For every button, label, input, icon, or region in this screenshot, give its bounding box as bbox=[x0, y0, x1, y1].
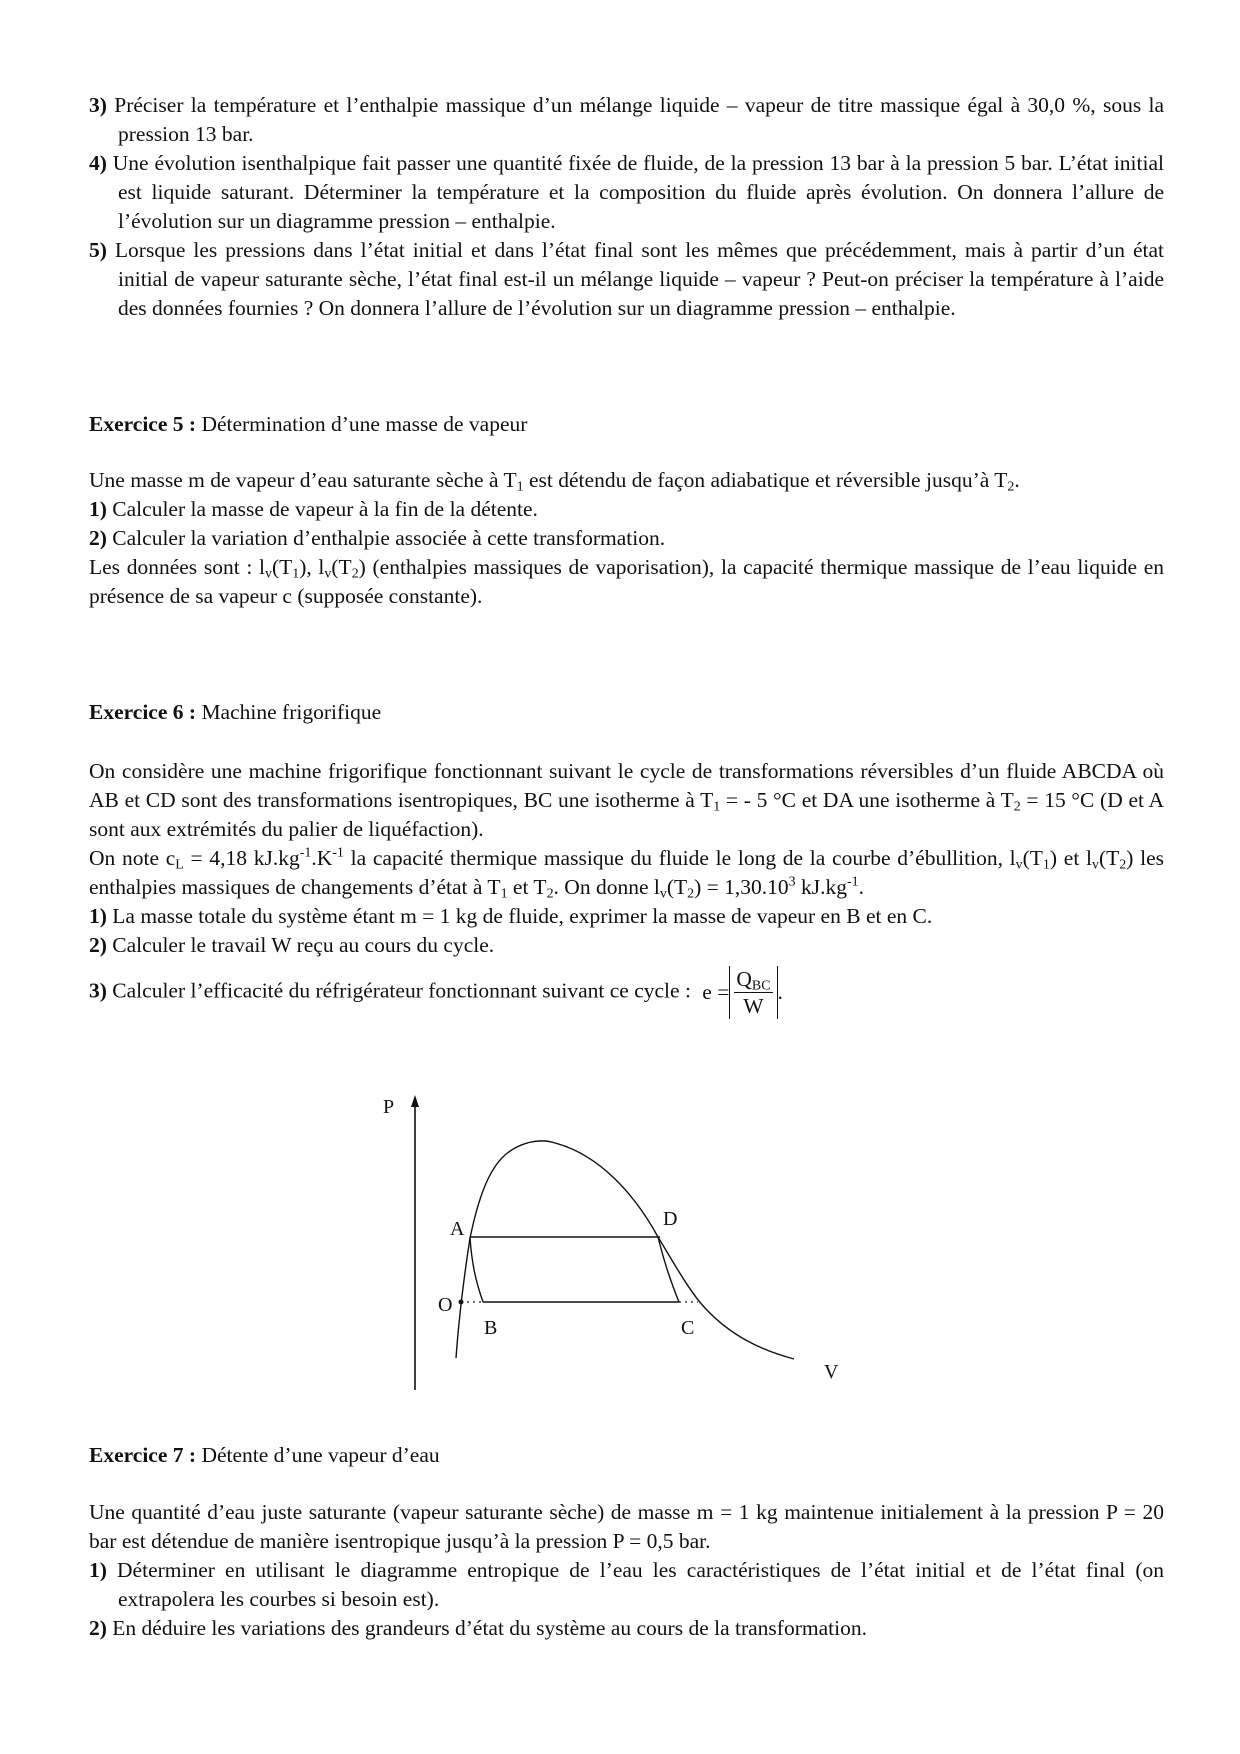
paragraph bbox=[89, 844, 1164, 902]
numerator-symbol: Q bbox=[736, 967, 752, 991]
subscript: L bbox=[175, 857, 184, 873]
text-run: (T bbox=[331, 555, 352, 579]
subscript: 1 bbox=[500, 886, 508, 902]
text-run: et T bbox=[507, 875, 547, 899]
point-O-marker bbox=[459, 1300, 464, 1305]
text-run: Déterminer en utilisant le diagramme entropique de l’eau les caractéristiques de l’état initial et de l’état final (on extrapolera les courbes si besoin est). bbox=[106, 1558, 1164, 1611]
text-run: (T bbox=[666, 875, 688, 899]
subscript: 1 bbox=[516, 479, 524, 495]
subscript: v bbox=[1091, 857, 1099, 873]
question-number: 2) bbox=[89, 933, 107, 957]
superscript: 3 bbox=[788, 874, 796, 890]
subscript: 2 bbox=[687, 886, 695, 902]
text-run: ) les enthalpies massiques de changements d’état à T bbox=[89, 846, 1165, 899]
text-run: Lorsque les pressions dans l’état initial et dans l’état final sont les mêmes que précédemment, mais à partir d’un état initial de vapeur saturante sèche, l’état final est-il un mélange liquide – vapeur ? Peut-on préciser la température à l’aide des données fournies ? On donnera l’allure de l’évolution sur un diagramme pression – enthalpie. bbox=[114, 238, 1165, 320]
pv-diagram bbox=[300, 1060, 900, 1390]
point-label-o: O bbox=[438, 1294, 453, 1316]
text-run: En déduire les variations des grandeurs d’état du système au cours de la transformation. bbox=[106, 1616, 867, 1640]
heading-label: Exercice 7 : bbox=[89, 1443, 197, 1467]
point-label-d: D bbox=[663, 1208, 678, 1230]
text-run: (T bbox=[1098, 846, 1120, 870]
question-number: 1) bbox=[89, 904, 107, 928]
superscript: -1 bbox=[332, 845, 344, 861]
exercise-7 bbox=[89, 1441, 1164, 1643]
text-run: On considère une machine frigorifique fonctionnant suivant le cycle de transformations réversibles d’un fluide ABCDA où AB et CD sont des transformations isentropiques, BC une isotherme à T bbox=[89, 759, 1164, 812]
text-run: . bbox=[1014, 468, 1020, 492]
text-run: = - 5 °C et DA une isotherme à T bbox=[720, 788, 1014, 812]
axis-label-v: V bbox=[824, 1361, 839, 1383]
text-run: Calculer la variation d’enthalpie associée à cette transformation. bbox=[106, 526, 666, 550]
question-number: 5) bbox=[89, 238, 107, 262]
subscript: v bbox=[324, 566, 332, 582]
question-number: 3) bbox=[89, 978, 107, 1003]
exercise-5 bbox=[89, 410, 1164, 611]
text-run: = 4,18 kJ.kg bbox=[183, 846, 300, 870]
question-item bbox=[89, 149, 1164, 236]
text-run: Calculer la masse de vapeur à la fin de la détente. bbox=[106, 497, 538, 521]
isentrope-DC bbox=[658, 1237, 679, 1302]
subscript: 2 bbox=[1119, 857, 1127, 873]
text-run: = 15 °C (D et A sont aux extrémités du palier de liquéfaction). bbox=[89, 788, 1165, 841]
superscript: -1 bbox=[847, 874, 859, 890]
exercise-6-body bbox=[89, 757, 1164, 960]
subscript: 2 bbox=[351, 566, 359, 582]
subscript: v bbox=[264, 566, 272, 582]
text-run: La masse totale du système étant m = 1 kg de fluide, exprimer la masse de vapeur en B et en C. bbox=[106, 904, 933, 928]
subscript: v bbox=[1015, 857, 1023, 873]
text-run: ) et l bbox=[1049, 846, 1092, 870]
question-item bbox=[89, 1556, 1164, 1614]
text-run: (T bbox=[1022, 846, 1043, 870]
y-axis-arrow bbox=[411, 1095, 419, 1107]
subscript: 1 bbox=[1042, 857, 1050, 873]
question-item bbox=[89, 524, 1164, 553]
section-questions-3-5 bbox=[89, 91, 1164, 323]
point-label-c: C bbox=[681, 1317, 695, 1339]
heading-title: Machine frigorifique bbox=[196, 700, 382, 724]
text-run: ) = 1,30.10 bbox=[694, 875, 789, 899]
efficiency-formula bbox=[702, 966, 783, 1019]
paragraph bbox=[89, 466, 1164, 495]
question-number: 1) bbox=[89, 497, 107, 521]
question-item bbox=[89, 902, 1164, 931]
question-number: 1) bbox=[89, 1558, 107, 1582]
point-label-b: B bbox=[484, 1317, 498, 1339]
question-item bbox=[89, 91, 1164, 149]
text-run: ) (enthalpies massiques de vaporisation), la capacité thermique massique de l’eau liquide en présence de sa vapeur c (supposée constante). bbox=[89, 555, 1164, 608]
exercise-6-heading bbox=[89, 698, 1164, 727]
paragraph bbox=[89, 553, 1164, 611]
paragraph bbox=[89, 1498, 1164, 1556]
paragraph bbox=[89, 757, 1164, 844]
text-run: (T bbox=[271, 555, 293, 579]
question-number: 3) bbox=[89, 93, 107, 117]
question-item bbox=[89, 495, 1164, 524]
subscript: v bbox=[659, 886, 667, 902]
subscript: 2 bbox=[1013, 799, 1021, 815]
text-run: Préciser la température et l’enthalpie massique d’un mélange liquide – vapeur de titre massique égal à 30,0 %, sous la pression 13 bar. bbox=[114, 93, 1164, 146]
subscript: 1 bbox=[292, 566, 300, 582]
formula-fraction bbox=[729, 966, 777, 1019]
exercise-7-heading bbox=[89, 1441, 1164, 1470]
question-number: 2) bbox=[89, 526, 107, 550]
axis-label-p: P bbox=[383, 1096, 395, 1118]
heading-label: Exercice 5 : bbox=[89, 412, 197, 436]
heading-title: Détente d’une vapeur d’eau bbox=[196, 1443, 440, 1467]
exercise-6-question-3 bbox=[89, 966, 1164, 1019]
text-run: ), l bbox=[299, 555, 325, 579]
question-item bbox=[89, 236, 1164, 323]
saturation-dome-curve bbox=[456, 1141, 794, 1359]
subscript: 2 bbox=[1007, 479, 1015, 495]
text-run: kJ.kg bbox=[795, 875, 848, 899]
subscript: 1 bbox=[713, 799, 721, 815]
text-run: Calculer le travail W reçu au cours du cycle. bbox=[106, 933, 495, 957]
text-run: la capacité thermique massique du fluide le long de la courbe d’ébullition, l bbox=[343, 846, 1016, 870]
text-run: Les données sont : l bbox=[89, 555, 265, 579]
heading-title: Détermination d’une masse de vapeur bbox=[196, 412, 528, 436]
fraction-numerator bbox=[734, 966, 772, 993]
question-number: 2) bbox=[89, 1616, 107, 1640]
question-number: 4) bbox=[89, 151, 107, 175]
formula-trail: . bbox=[777, 980, 783, 1004]
text-run: On note c bbox=[89, 846, 176, 870]
text-run: . On donne l bbox=[553, 875, 660, 899]
heading-label: Exercice 6 : bbox=[89, 700, 197, 724]
text-run: . bbox=[858, 875, 865, 899]
fraction-denominator: W bbox=[743, 994, 764, 1018]
superscript: -1 bbox=[299, 845, 312, 861]
text-run: Une évolution isenthalpique fait passer une quantité fixée de fluide, de la pression 13 bar à la pression 5 bar. L’état initial est liquide saturant. Déterminer la température et la composition du fluide après évolution. On donnera l’allure de l’évolution sur un diagramme pression – enthalpie. bbox=[112, 151, 1164, 233]
text-run: Une masse m de vapeur d’eau saturante sèche à T bbox=[89, 468, 517, 492]
isentrope-AB bbox=[470, 1238, 483, 1302]
question-item bbox=[89, 931, 1164, 960]
exercise-5-body bbox=[89, 466, 1164, 611]
question-text: Calculer l’efficacité du réfrigérateur fonctionnant suivant ce cycle : bbox=[106, 978, 691, 1003]
question-item bbox=[89, 1614, 1164, 1643]
exercise-5-heading bbox=[89, 410, 1164, 439]
subscript: 2 bbox=[546, 886, 554, 902]
text-run: Une quantité d’eau juste saturante (vapeur saturante sèche) de masse m = 1 kg maintenue initialement à la pression P = 20 bar est détendue de manière isentropique jusqu’à la pression P = 0,5 bar. bbox=[89, 1500, 1164, 1553]
numerator-subscript: BC bbox=[751, 978, 771, 994]
point-label-a: A bbox=[450, 1218, 465, 1240]
formula-lhs: e = bbox=[702, 980, 730, 1004]
text-run: est détendu de façon adiabatique et réversible jusqu’à T bbox=[523, 468, 1008, 492]
exercise-6 bbox=[89, 698, 1164, 1019]
exercise-7-body bbox=[89, 1498, 1164, 1643]
text-run: .K bbox=[311, 846, 333, 870]
